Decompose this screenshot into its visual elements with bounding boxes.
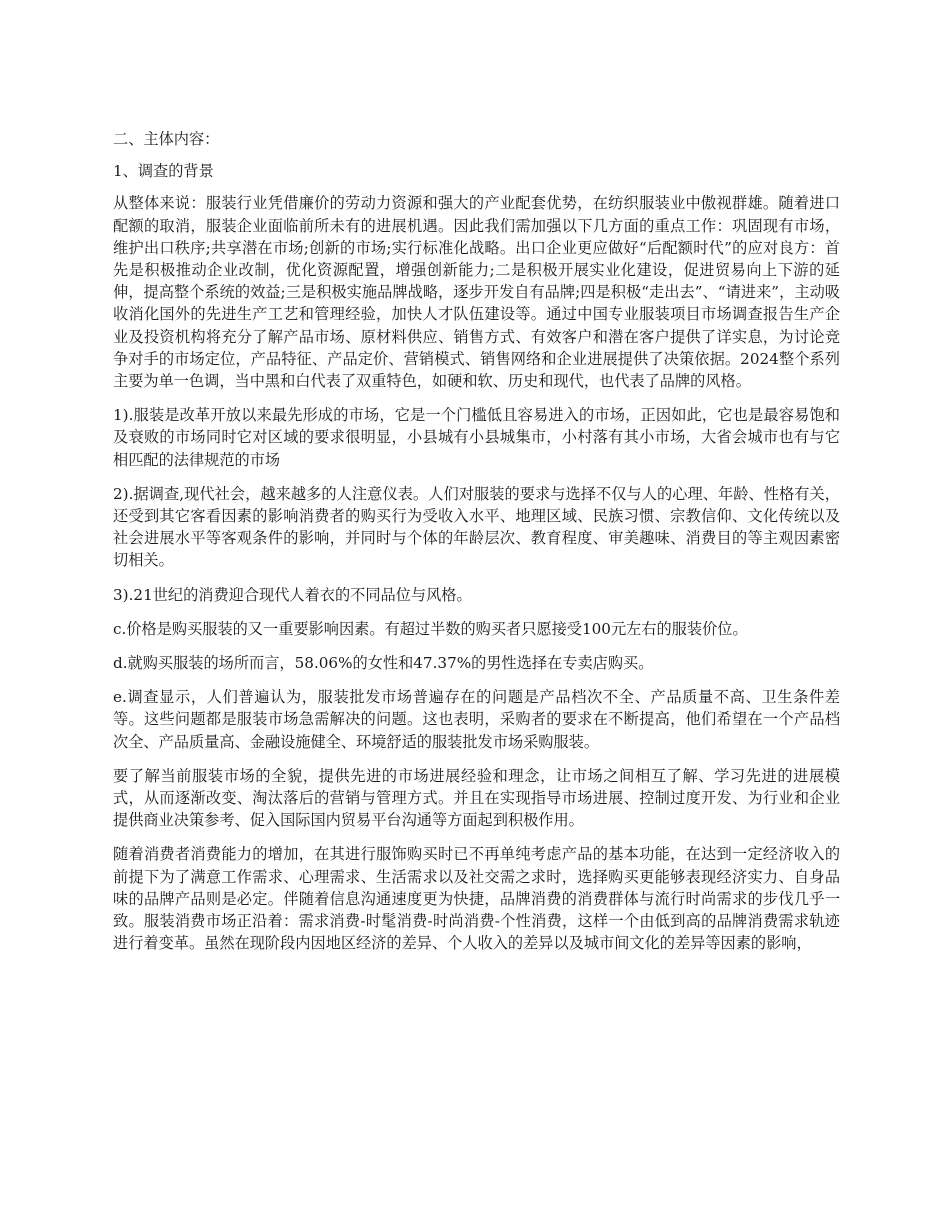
paragraph-point-2: 2).据调查,现代社会，越来越多的人注意仪表。人们对服装的要求与选择不仅与人的心理、年龄、性格有关，还受到其它客看因素的影响消费者的购买行为受收入水平、地理区域、民族习惯、宗教信仰、文化传统以及社会进展水平等客观条件的影响，并同时与个体的年龄层次、教育程度、审美趣味、消费目的等主观因素密切相关。 <box>113 484 840 570</box>
paragraph-point-d: d.就购买服装的场所而言，58.06%的女性和47.37%的男性选择在专卖店购买。 <box>113 654 654 673</box>
paragraph-point-c: c.价格是购买服装的又一重要影响因素。有超过半数的购买者只愿接受100元左右的服装价位。 <box>113 619 748 638</box>
paragraph-point-e: e.调查显示，人们普遍认为，服装批发市场普遍存在的问题是产品档次不全、产品质量不高、卫生条件差等。这些问题都是服装市场急需解决的问题。这也表明，采购者的要求在不断提高，他们希望在一个产品档次全、产品质量高、金融设施健全、环境舒适的服装批发市场采购服装。 <box>113 688 840 751</box>
paragraph-consumption-trend: 随着消费者消费能力的增加，在其进行服饰购买时已不再单纯考虑产品的基本功能，在达到一定经济收入的前提下为了满意工作需求、心理需求、生活需求以及社交需之求时，选择购买更能够表现经济实力、自身品味的品牌产品则是必定。伴随着信息沟通速度更为快捷，品牌消费的消费群体与流行时尚需求的步伐几乎一致。服装消费市场正沿着：需求消费-时髦消费-时尚消费-个性消费，这样一个由低到高的品牌消费需求轨迹进行着变革。虽然在现阶段内因地区经济的差异、个人收入的差异以及城市间文化的差异等因素的影响， <box>113 845 840 953</box>
subsection-title: 1、调查的背景 <box>113 162 214 181</box>
document-body <box>113 128 840 967</box>
section-title: 二、主体内容： <box>113 130 220 148</box>
paragraph-overview: 从整体来说：服装行业凭借廉价的劳动力资源和强大的产业配套优势，在纺织服装业中傲视群雄。随着进口配额的取消，服装企业面临前所未有的进展机遇。因此我们需加强以下几方面的重点工作：巩固现有市场，维护出口秩序;共享潜在市场;创新的市场;实行标准化战略。出口企业更应做好“后配额时代”的应对良方：首先是积极推动企业改制，优化资源配置，增强创新能力;二是积极开展实业化建设，促进贸易向上下游的延伸，提高整个系统的效益;三是积极实施品牌战略，逐步开发自有品牌;四是积极“走出去”、“请进来”，主动吸收消化国外的先进生产工艺和管理经验，加快人才队伍建设等。通过中国专业服装项目市场调查报告生产企业及投资机构将充分了解产品市场、原材料供应、销售方式、有效客户和潜在客户提供了详实息，为讨论竞争对手的市场定位，产品特征、产品定价、营销模式、销售网络和企业进展提供了决策依据。2024整个系列主要为单一色调，当中黑和白代表了双重特色，如硬和软、历史和现代，也代表了品牌的风格。 <box>113 194 840 391</box>
paragraph-point-3: 3).21世纪的消费迎合现代人着衣的不同品位与风格。 <box>113 585 472 604</box>
paragraph-point-1: 1).服装是改革开放以来最先形成的市场，它是一个门槛低且容易进入的市场，正因如此，它也是最容易饱和及衰败的市场同时它对区域的要求很明显，小县城有小县城集市，小村落有其小市场，大省会城市也有与它相匹配的法律规范的市场 <box>113 406 840 469</box>
paragraph-market-overview: 要了解当前服装市场的全貌，提供先进的市场进展经验和理念，让市场之间相互了解、学习先进的进展模式，从而逐渐改变、淘汰落后的营销与管理方式。并且在实现指导市场进展、控制过度开发、为行业和企业提供商业决策参考、促入国际国内贸易平台沟通等方面起到积极作用。 <box>113 766 840 830</box>
